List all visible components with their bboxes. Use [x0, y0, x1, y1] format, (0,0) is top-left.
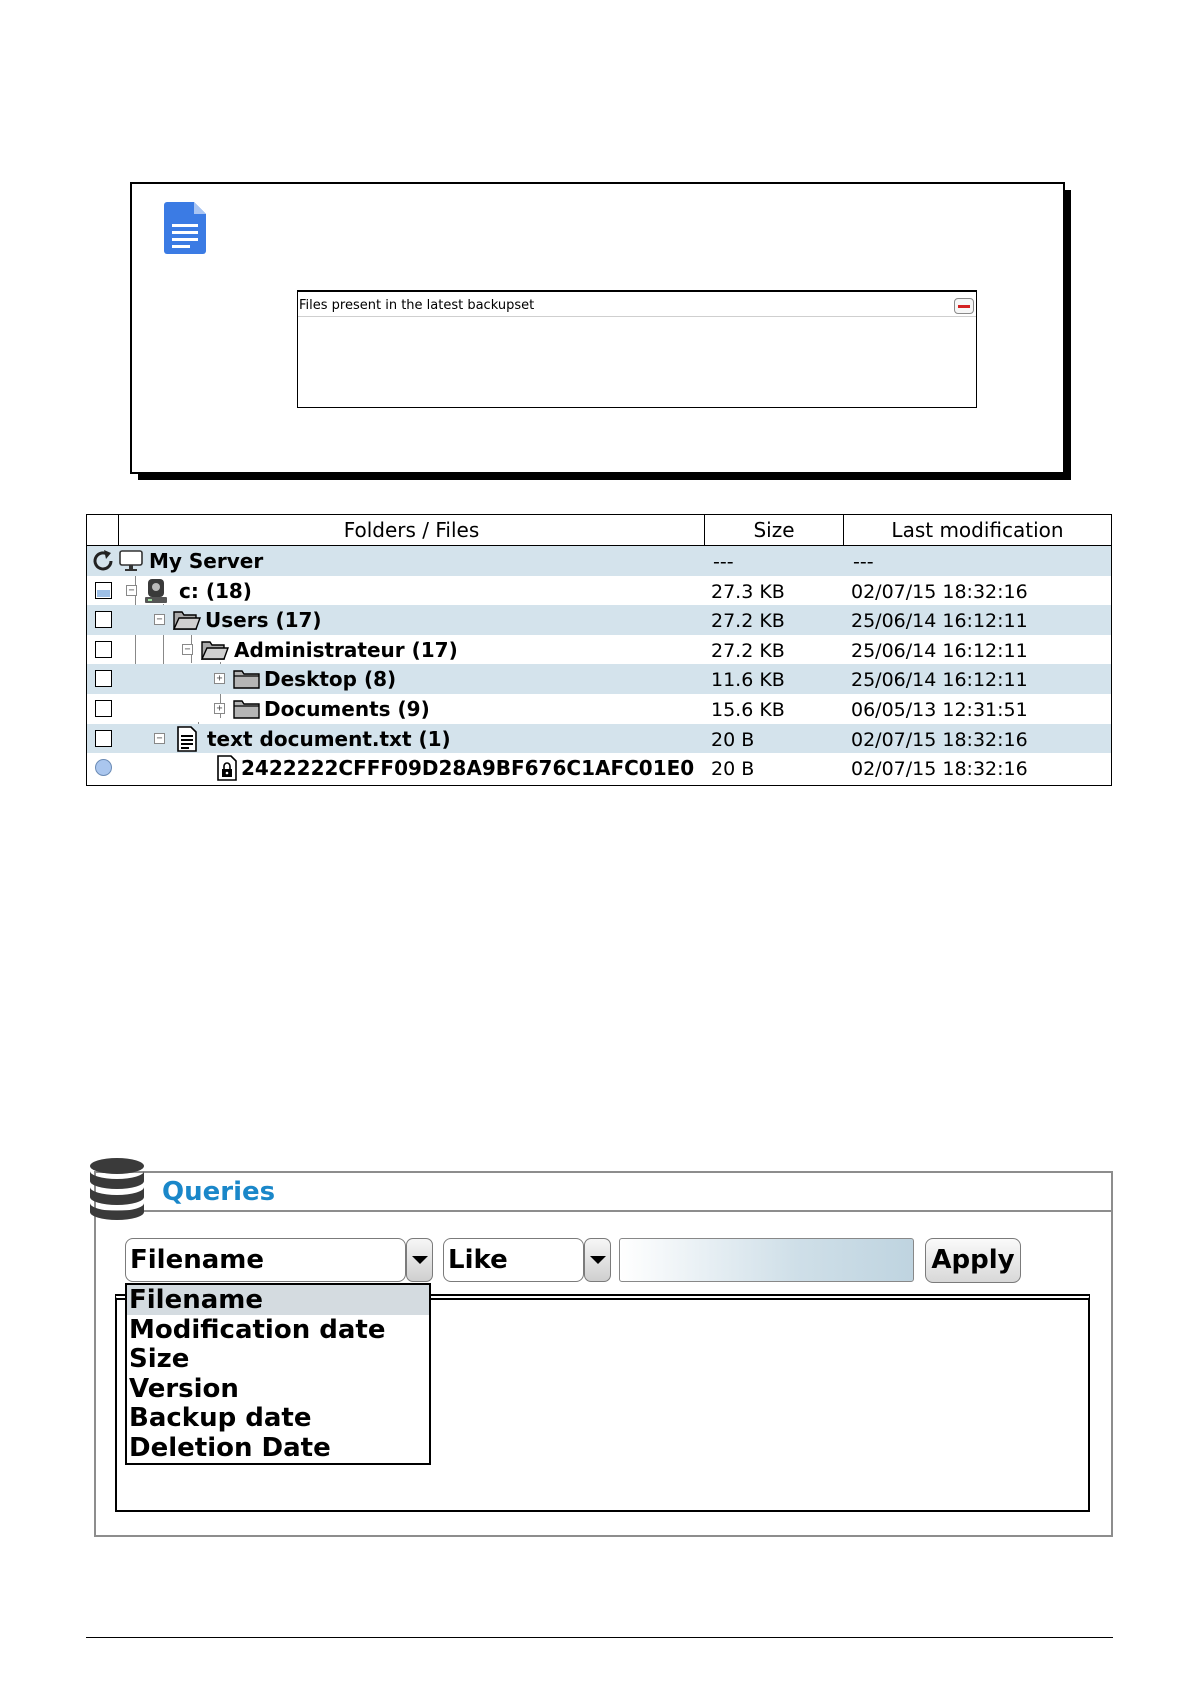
tree-item-size: 20 B — [711, 758, 755, 781]
tree-item-date: 25/06/14 16:12:11 — [851, 610, 1028, 633]
header-last-modification[interactable]: Last modification — [891, 518, 1064, 542]
expand-icon[interactable]: + — [214, 703, 225, 714]
hard-drive-icon — [145, 578, 167, 604]
tree-item-date: 25/06/14 16:12:11 — [851, 669, 1028, 692]
tree-item-name: My Server — [149, 549, 264, 573]
tree-item-size: 15.6 KB — [711, 698, 785, 721]
tree-row-users[interactable] — [87, 605, 1111, 635]
field-option-filename[interactable]: Filename — [127, 1285, 429, 1315]
field-options-dropdown — [125, 1283, 431, 1465]
tree-item-name: c: (18) — [179, 578, 252, 603]
locked-file-icon — [216, 755, 238, 781]
tree-item-date: 06/05/13 12:31:51 — [851, 698, 1028, 721]
backupset-panel-title: Files present in the latest backupset — [299, 298, 535, 313]
document-icon — [164, 202, 206, 254]
collapse-icon[interactable]: − — [154, 733, 165, 744]
chevron-down-icon — [590, 1256, 606, 1264]
folder-icon — [233, 668, 261, 690]
footer-rule — [86, 1637, 1113, 1638]
folder-open-icon — [201, 639, 229, 661]
tree-row-drive-c[interactable] — [87, 576, 1111, 606]
row-checkbox[interactable] — [95, 582, 112, 599]
field-option-modification-date[interactable]: Modification date — [129, 1314, 386, 1345]
header-size[interactable]: Size — [705, 515, 844, 545]
row-checkbox[interactable] — [95, 611, 112, 628]
refresh-icon[interactable] — [91, 549, 115, 573]
collapse-icon[interactable]: − — [154, 614, 165, 625]
tree-item-name: Documents (9) — [264, 696, 430, 721]
tree-row-desktop[interactable] — [87, 664, 1111, 694]
field-option-deletion-date[interactable]: Deletion Date — [129, 1432, 331, 1463]
tree-item-size: 27.2 KB — [711, 610, 785, 633]
field-option-backup-date[interactable]: Backup date — [129, 1403, 312, 1434]
tree-item-name: Administrateur (17) — [234, 637, 458, 662]
tree-item-name: Desktop (8) — [264, 667, 397, 692]
tree-row-text-document[interactable] — [87, 724, 1111, 754]
row-checkbox[interactable] — [95, 641, 112, 658]
tree-header — [87, 515, 1111, 546]
field-option-size[interactable]: Size — [129, 1344, 190, 1375]
row-checkbox[interactable] — [95, 730, 112, 747]
tree-item-size: 11.6 KB — [711, 669, 785, 692]
operator-select-dropdown-button[interactable] — [584, 1238, 611, 1282]
operator-select[interactable]: Like — [443, 1238, 584, 1282]
apply-button[interactable]: Apply — [925, 1238, 1021, 1283]
tree-row-administrateur[interactable] — [87, 635, 1111, 665]
folder-open-icon — [173, 609, 201, 631]
collapse-icon[interactable]: − — [126, 585, 137, 596]
queries-title-bar — [96, 1173, 1111, 1212]
note-box — [130, 182, 1065, 474]
text-file-icon — [176, 726, 198, 752]
tree-item-size: --- — [713, 551, 734, 573]
tree-item-size: 27.2 KB — [711, 639, 785, 662]
row-checkbox[interactable] — [95, 700, 112, 717]
expand-icon[interactable]: + — [214, 673, 225, 684]
file-tree-table — [86, 514, 1112, 786]
tree-item-date: 02/07/15 18:32:16 — [851, 758, 1028, 781]
field-option-version[interactable]: Version — [129, 1373, 239, 1404]
header-folders-files[interactable]: Folders / Files — [119, 515, 705, 545]
backupset-panel — [297, 290, 977, 408]
database-icon — [88, 1157, 146, 1221]
computer-icon — [119, 550, 143, 572]
tree-item-size: 20 B — [711, 728, 755, 751]
chevron-down-icon — [412, 1256, 428, 1264]
row-checkbox[interactable] — [95, 670, 112, 687]
tree-item-date: 02/07/15 18:32:16 — [851, 728, 1028, 751]
tree-item-date: --- — [853, 551, 874, 573]
tree-row-file-version[interactable] — [87, 753, 1111, 783]
minimize-icon — [958, 305, 970, 308]
header-checkbox-col — [87, 515, 119, 545]
field-select-dropdown-button[interactable] — [406, 1238, 433, 1282]
tree-row-my-server[interactable] — [87, 546, 1111, 576]
backupset-panel-header — [298, 291, 976, 317]
tree-item-name: 2422222CFFF09D28A9BF676C1AFC01E0 — [241, 756, 695, 781]
field-select[interactable]: Filename — [125, 1238, 406, 1282]
tree-item-date: 02/07/15 18:32:16 — [851, 580, 1028, 603]
tree-item-name: Users (17) — [205, 608, 322, 633]
queries-title: Queries — [162, 1177, 276, 1207]
tree-item-name: text document.txt (1) — [207, 726, 451, 751]
folder-icon — [233, 698, 261, 720]
query-value-input[interactable] — [619, 1238, 914, 1282]
tree-item-size: 27.3 KB — [711, 580, 785, 603]
tree-item-date: 25/06/14 16:12:11 — [851, 639, 1028, 662]
row-radio[interactable] — [95, 759, 112, 776]
tree-row-documents[interactable] — [87, 694, 1111, 724]
minimize-button[interactable] — [954, 298, 974, 314]
collapse-icon[interactable]: − — [182, 644, 193, 655]
